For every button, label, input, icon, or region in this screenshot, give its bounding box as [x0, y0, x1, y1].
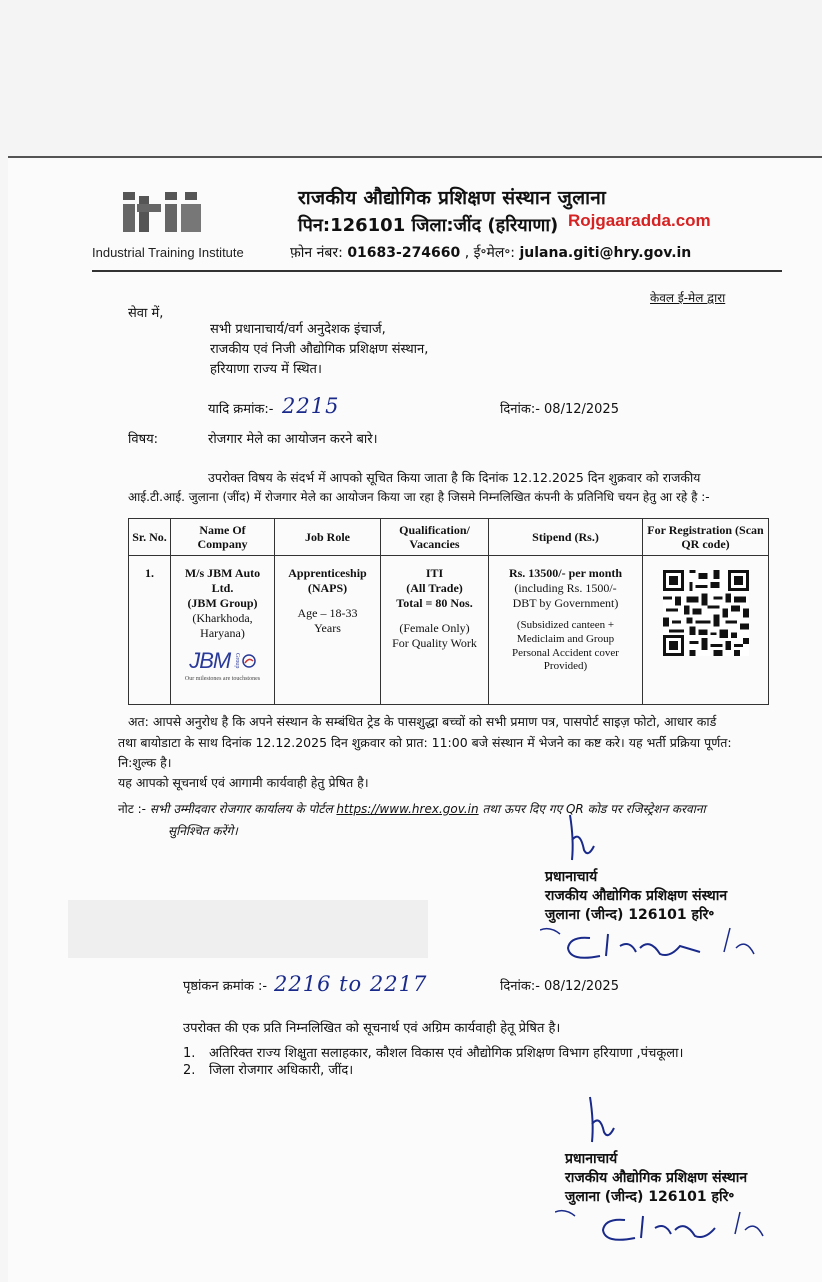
email-label: , ई॰मेल॰:: [464, 245, 516, 261]
company-line-2: Ltd.: [211, 581, 234, 595]
request-line-3: नि:शुल्क है।: [118, 755, 172, 770]
stipend-line-5: Mediclaim and Group: [516, 632, 615, 645]
company-line-5: Haryana): [200, 626, 245, 640]
endorsement-date: दिनांक:- 08/12/2025: [500, 979, 619, 994]
stipend-line-2: (including Rs. 1500/-: [514, 581, 617, 595]
company-line-3: (JBM Group): [187, 596, 258, 610]
contact-line: [290, 243, 691, 262]
sig1-address: जुलाना (जीन्द) 126101 हरि॰: [545, 906, 715, 923]
email-address: julana.giti@hry.gov.in: [519, 245, 692, 261]
cell-qualification: [381, 556, 489, 705]
phone-label: फ़ोन नंबर:: [290, 245, 343, 261]
top-margin: [0, 0, 822, 150]
endorsement-item-1: 1. अतिरिक्त राज्य शिक्षुता सलाहकार, कौशल विकास एवं औद्योगिक प्रशिक्षण विभाग हरियाणा ,पंचकूला।: [183, 1046, 684, 1061]
qual-line-5: For Quality Work: [392, 636, 477, 650]
jbm-emblem-icon: [242, 654, 256, 668]
sig1-title: प्रधानाचार्य: [545, 869, 598, 885]
institute-name: राजकीय औद्योगिक प्रशिक्षण संस्थान जुलाना: [298, 187, 607, 209]
cell-sr: 1.: [129, 556, 171, 705]
redacted-area: [68, 900, 428, 958]
qual-line-4: (Female Only): [399, 621, 470, 635]
sig1-org: राजकीय औद्योगिक प्रशिक्षण संस्थान: [545, 887, 728, 904]
hrex-portal-link[interactable]: https://www.hrex.gov.in: [336, 802, 479, 816]
stipend-line-7: Provided): [543, 660, 588, 673]
info-line: यह आपको सूचनार्थ एवं आगामी कार्यवाही हेतु प्रेषित है।: [118, 775, 369, 790]
sig2-org: राजकीय औद्योगिक प्रशिक्षण संस्थान: [565, 1169, 748, 1186]
table-header-row: [129, 519, 769, 556]
qual-line-1: ITI: [425, 566, 444, 580]
jbm-tagline: Our milestones are touchstones: [184, 675, 261, 682]
signature-block-1: [545, 868, 727, 925]
qual-line-2: (All Trade): [406, 581, 463, 595]
signature-initial-1: [560, 810, 620, 870]
signature-block-2: [565, 1150, 747, 1207]
email-only-label: केवल ई-मेल द्वारा: [650, 291, 726, 305]
jbm-logo: [189, 647, 256, 675]
stipend-line-3: DBT by Government): [512, 596, 619, 610]
role-line-1: Apprenticeship: [288, 566, 367, 580]
header-company: Name Of Company: [171, 519, 275, 556]
recruitment-table: [128, 518, 769, 705]
note-label: नोट :-: [118, 802, 147, 816]
website-watermark: Rojgaaradda.com: [568, 211, 711, 230]
endorsement-item-2: 2. जिला रोजगार अधिकारी, जींद।: [183, 1063, 354, 1078]
letter-date: दिनांक:- 08/12/2025: [500, 402, 619, 417]
phone-number: 01683-274660: [347, 245, 461, 261]
header-qualification: Qualification/ Vacancies: [381, 519, 489, 556]
signature-1: [540, 918, 770, 968]
jbm-logo-text: JBM: [189, 648, 231, 673]
role-line-4: Years: [314, 621, 341, 635]
role-line-2: (NAPS): [307, 581, 348, 595]
endorsement-item-1-text: अतिरिक्त राज्य शिक्षुता सलाहकार, कौशल विकास एवं औद्योगिक प्रशिक्षण विभाग हरियाणा ,पंचकूला।: [209, 1046, 684, 1061]
header-sr: Sr. No.: [129, 519, 171, 556]
cell-qr: [643, 556, 769, 705]
sig2-title: प्रधानाचार्य: [565, 1151, 618, 1167]
ref-number: 2215: [282, 394, 340, 418]
registration-qr-code-icon[interactable]: [663, 570, 749, 656]
note-text-2: तथा ऊपर दिए गए QR कोड पर रजिस्ट्रेशन करवाना: [482, 802, 706, 816]
recipient-line-2: राजकीय एवं निजी औद्योगिक प्रशिक्षण संस्थान,: [210, 342, 429, 357]
logo-caption: Industrial Training Institute: [92, 245, 244, 260]
endorsement-ref-number: 2216 to 2217: [274, 972, 428, 996]
request-line-1: अत: आपसे अनुरोध है कि अपने संस्थान के सम्बंधित ट्रेड के पासशुद्धा बच्चों को सभी प्रमाण पत्र, पासपोर्ट साइज़ फोटो, आधार कार्ड: [128, 714, 717, 729]
endorsement-intro: उपरोक्त की एक प्रति निम्नलिखित को सूचनार्थ एवं अग्रिम कार्यवाही हेतू प्रेषित है।: [183, 1021, 561, 1036]
note-text-1: सभी उम्मीदवार रोजगार कार्यालय के पोर्टल: [149, 802, 333, 816]
subject-label: विषय:: [128, 432, 159, 447]
stipend-line-4: (Subsidized canteen +: [516, 619, 615, 631]
recipient-line-1: सभी प्रधानाचार्य/वर्ग अनुदेशक इंचार्ज,: [210, 322, 386, 337]
company-line-4: (Kharkhoda,: [192, 611, 253, 625]
qual-line-3: Total = 80 Nos.: [396, 596, 473, 610]
ref-label: यादि क्रमांक:-: [208, 402, 274, 417]
endorsement-item-2-text: जिला रोजगार अधिकारी, जींद।: [209, 1063, 354, 1078]
table-row: [129, 556, 769, 705]
note-line-3: सुनिश्चित करेंगे।: [168, 824, 238, 838]
subject-text: रोजगार मेले का आयोजन करने बारे।: [208, 432, 378, 447]
role-line-3: Age – 18-33: [297, 606, 358, 620]
sig2-address: जुलाना (जीन्द) 126101 हरि॰: [565, 1188, 735, 1205]
intro-line-2: आई.टी.आई. जुलाना (जींद) में रोजगार मेले का आयोजन किया जा रहा है जिसमे निम्नलिखित कंपनी के प्रतिनिधि चयन हेतु आ रहे है :-: [128, 490, 710, 504]
intro-line-1: उपरोक्त विषय के संदर्भ में आपको सूचित किया जाता है कि दिनांक 12.12.2025 दिन शुक्रवार को राजकीय: [208, 470, 701, 485]
cell-stipend: [489, 556, 643, 705]
stipend-line-1: Rs. 13500/- per month: [508, 566, 623, 580]
header-divider: [92, 270, 782, 272]
salutation: सेवा में,: [128, 306, 164, 321]
stipend-line-6: Personal Accident cover: [512, 646, 619, 659]
header-registration: For Registration (Scan QR code): [643, 519, 769, 556]
company-line-1: M/s JBM Auto: [184, 566, 261, 580]
pin-district: पिन:126101 जिला:जींद (हरियाणा): [298, 215, 559, 236]
recipient-line-3: हरियाणा राज्य में स्थित।: [210, 362, 322, 377]
jbm-logo-group: Group: [233, 653, 240, 669]
signature-initial-2: [580, 1092, 640, 1152]
signature-2: [555, 1200, 775, 1250]
endorsement-ref-label: पृष्ठांकन क्रमांक :-: [183, 979, 268, 994]
request-line-2: तथा बायोडाटा के साथ दिनांक 12.12.2025 दिन शुक्रवार को प्रात: 11:00 बजे संस्थान में भेजने का कष्ट करे। यह भर्ती प्रक्रिया पूर्णत:: [118, 735, 732, 750]
header-stipend: Stipend (Rs.): [489, 519, 643, 556]
header-role: Job Role: [275, 519, 381, 556]
cell-company: [171, 556, 275, 705]
cell-role: [275, 556, 381, 705]
iti-logo: [115, 188, 215, 234]
